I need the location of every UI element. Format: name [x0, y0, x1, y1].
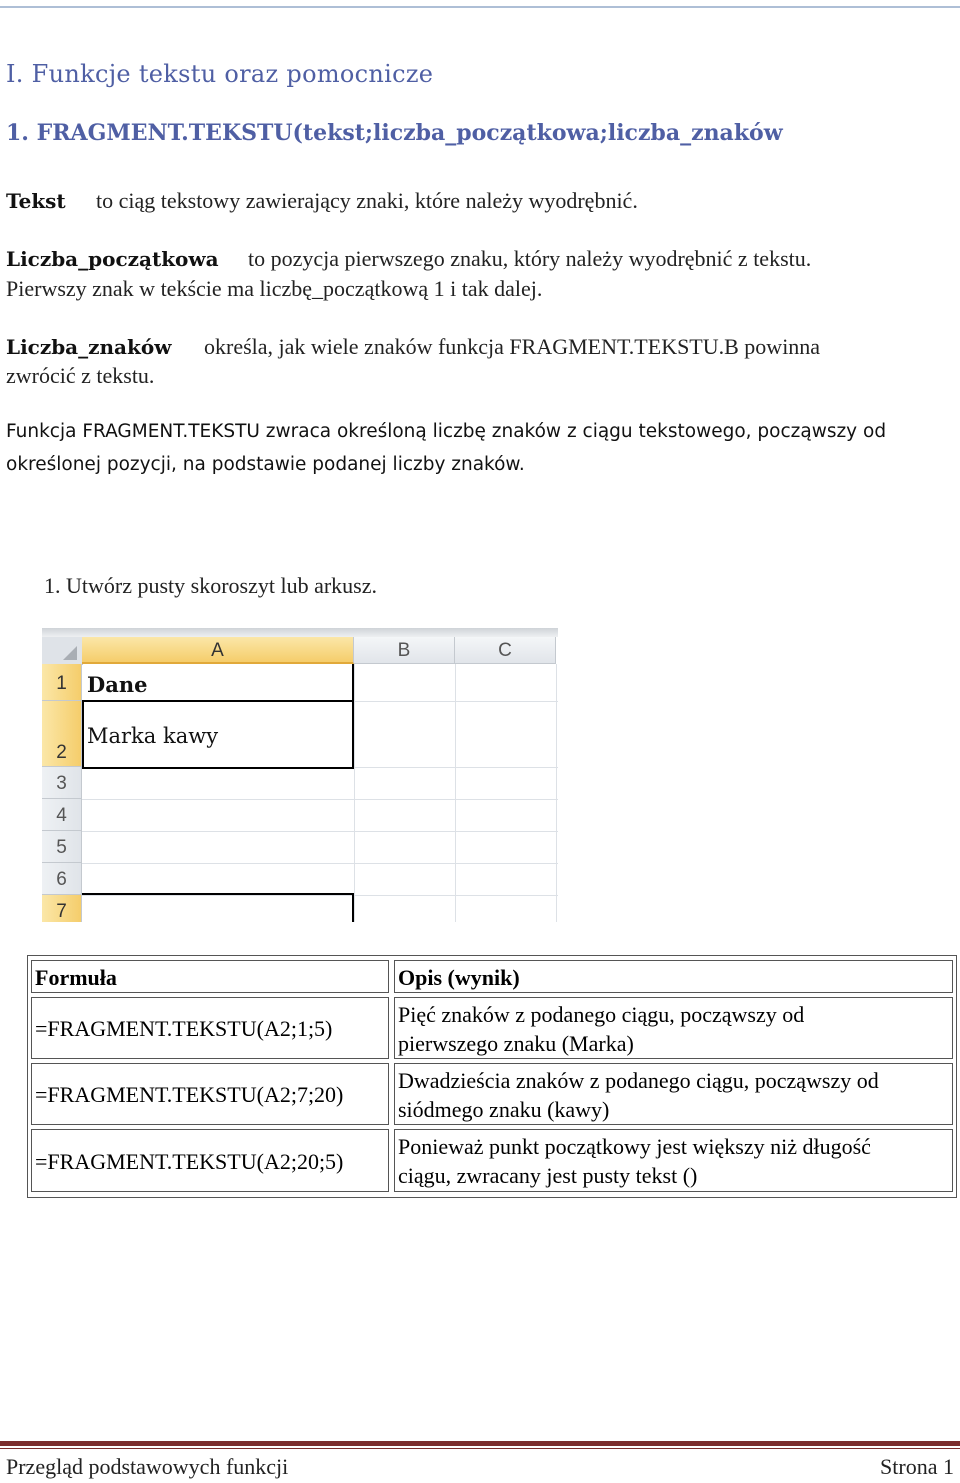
sheet-top-bar	[42, 628, 558, 637]
arg-term-tekst: Tekst	[6, 189, 66, 213]
row-header-4[interactable]: 4	[42, 799, 82, 831]
formula-table	[27, 955, 957, 1198]
formula-text: =FRAGMENT.TEKSTU(A2;7;20)	[35, 1082, 344, 1107]
column-header-c[interactable]: C	[455, 637, 556, 664]
arg-desc-liczba-znakow: określa, jak wiele znaków funkcja FRAGMENT.TEKSTU.B powinna	[204, 334, 821, 359]
formula-text: =FRAGMENT.TEKSTU(A2;1;5)	[35, 1016, 333, 1041]
description-text: ciągu, zwracany jest pusty tekst ()	[398, 1163, 698, 1188]
cell-a7-border[interactable]	[82, 893, 354, 922]
select-all-corner[interactable]	[42, 637, 83, 665]
arg-desc-tekst: to ciąg tekstowy zawierający znaki, które należy wyodrębnić.	[96, 188, 638, 213]
row-header-2[interactable]: 2	[42, 701, 82, 767]
cell-a2[interactable]: Marka kawy	[87, 724, 219, 748]
row-header-6[interactable]: 6	[42, 863, 82, 895]
table-header-formula	[31, 960, 389, 993]
arg-desc2-liczba-znakow: zwrócić z tekstu.	[6, 363, 155, 388]
grid-line	[354, 664, 355, 922]
row-header-7[interactable]: 7	[42, 895, 82, 922]
arg-desc-liczba-poczatkowa: to pozycja pierwszego znaku, który należy wyodrębnić z tekstu.	[248, 246, 812, 271]
grid-line	[455, 664, 456, 922]
function-heading: 1. FRAGMENT.TEKSTU(tekst;liczba_początkowa;liczba_znaków	[6, 120, 783, 146]
description-text: Pięć znaków z podanego ciągu, począwszy od	[398, 1002, 805, 1027]
grid-line	[82, 863, 558, 864]
arg-desc2-liczba-poczatkowa: Pierwszy znak w tekście ma liczbę_początkową 1 i tak dalej.	[6, 276, 543, 301]
footer-rule	[0, 1441, 960, 1446]
description-text: Ponieważ punkt początkowy jest większy niż długość	[398, 1134, 871, 1159]
step-instruction: 1. Utwórz pusty skoroszyt lub arkusz.	[44, 573, 378, 598]
row-header-1[interactable]: 1	[42, 664, 82, 701]
row-header-5[interactable]: 5	[42, 831, 82, 863]
table-row-1-formula	[31, 997, 389, 1059]
arg-term-liczba-znakow: Liczba_znaków	[6, 335, 172, 359]
section-heading: I. Funkcje tekstu oraz pomocnicze	[6, 60, 434, 88]
description-line-1: Funkcja FRAGMENT.TEKSTU zwraca określoną liczbę znaków z ciągu tekstowego, począwszy od	[6, 421, 887, 442]
table-header-description	[394, 960, 953, 993]
header-formula-label: Formuła	[35, 965, 117, 990]
description-text: siódmego znaku (kawy)	[398, 1097, 610, 1122]
footer-title: Przegląd podstawowych funkcji	[6, 1454, 289, 1479]
description-line-2: określonej pozycji, na podstawie podanej liczby znaków.	[6, 454, 525, 475]
spreadsheet-screenshot	[42, 628, 558, 922]
arg-term-liczba-poczatkowa: Liczba_początkowa	[6, 247, 219, 271]
grid-line	[82, 799, 558, 800]
formula-text: =FRAGMENT.TEKSTU(A2;20;5)	[35, 1149, 344, 1174]
grid-line	[82, 831, 558, 832]
footer-page-number: Strona 1	[880, 1454, 954, 1479]
top-rule	[0, 6, 960, 8]
row-header-3[interactable]: 3	[42, 767, 82, 799]
table-row-2-formula	[31, 1063, 389, 1125]
description-text: pierwszego znaku (Marka)	[398, 1031, 634, 1056]
description-text: Dwadzieścia znaków z podanego ciągu, począwszy od	[398, 1068, 879, 1093]
header-description-label: Opis (wynik)	[398, 965, 520, 990]
table-row-3-description	[394, 1129, 953, 1192]
column-header-b[interactable]: B	[354, 637, 455, 664]
table-row-3-formula	[31, 1129, 389, 1192]
grid-line	[556, 664, 557, 922]
cell-a1[interactable]: Dane	[87, 672, 148, 697]
footer-rule-thin	[0, 1448, 960, 1449]
table-row-2-description	[394, 1063, 953, 1125]
table-row-1-description	[394, 997, 953, 1059]
column-header-a[interactable]: A	[82, 637, 354, 664]
